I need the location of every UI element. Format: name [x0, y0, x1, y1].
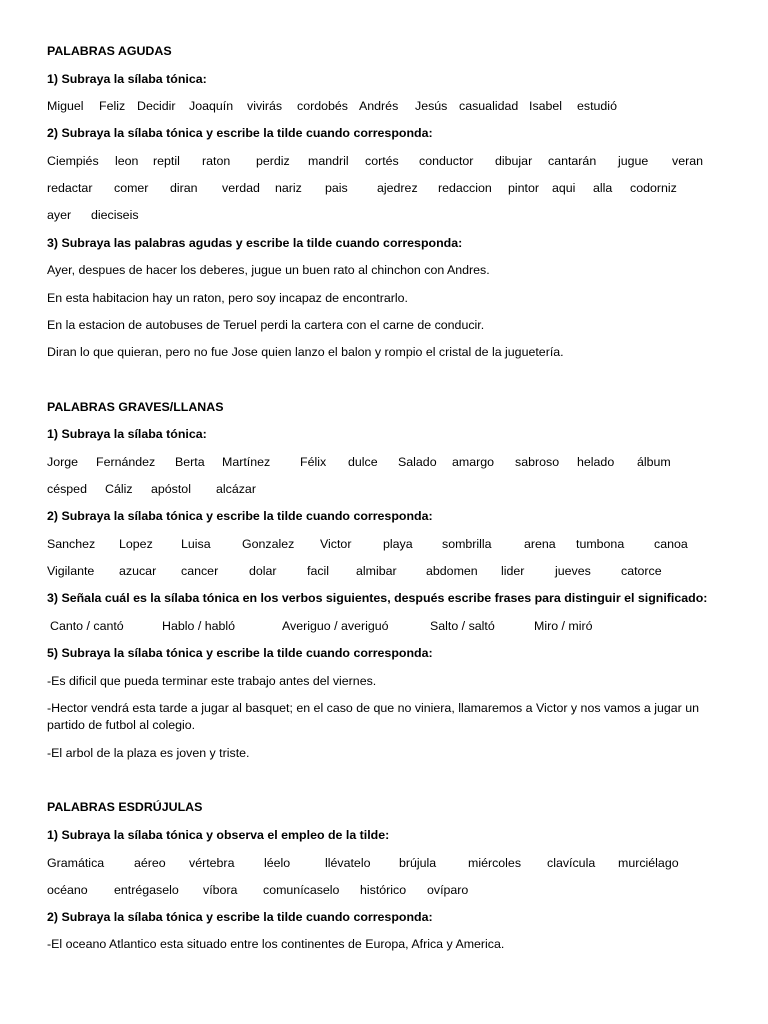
word: cordobés: [297, 99, 348, 113]
word: verdad: [222, 181, 260, 195]
agudas-ex2-heading: 2) Subraya la sílaba tónica y escribe la tilde cuando corresponda:: [47, 126, 433, 140]
word: Berta: [175, 455, 205, 469]
agudas-ex3-sentence-2: En esta habitacion hay un raton, pero soy incapaz de encontrarlo.: [47, 291, 408, 305]
word: murciélago: [618, 856, 679, 870]
agudas-ex3-sentence-3: En la estacion de autobuses de Teruel perdi la cartera con el carne de conducir.: [47, 318, 485, 332]
graves-ex5-sentence-2: -Hector vendrá esta tarde a jugar al basquet; en el caso de que no viniera, llamaremos a Victor y nos vamos a jugar un partido de futbol al colegio.: [47, 701, 700, 732]
word: veran: [672, 154, 703, 168]
word: amargo: [452, 455, 495, 469]
word: reptil: [153, 154, 180, 168]
word: Lopez: [119, 537, 153, 551]
word: lider: [501, 564, 525, 578]
word: ayer: [47, 208, 72, 222]
word: Miguel: [47, 99, 84, 113]
word: álbum: [637, 455, 671, 469]
word: jueves: [555, 564, 591, 578]
agudas-ex3-heading: 3) Subraya las palabras agudas y escribe la tilde cuando corresponda:: [47, 236, 463, 250]
word: clavícula: [547, 856, 596, 870]
word: Andrés: [359, 99, 399, 113]
word: Decidir: [137, 99, 176, 113]
word: redactar: [47, 181, 93, 195]
word: cancer: [181, 564, 219, 578]
word: conductor: [419, 154, 474, 168]
word: dulce: [348, 455, 378, 469]
word: estudió: [577, 99, 617, 113]
word: jugue: [618, 154, 649, 168]
agudas-ex3-sentence-1: Ayer, despues de hacer los deberes, jugue un buen rato al chinchon con Andres.: [47, 263, 490, 277]
word: playa: [383, 537, 413, 551]
word: Félix: [300, 455, 327, 469]
word: vivirás: [247, 99, 283, 113]
word: dolar: [249, 564, 277, 578]
graves-ex5-heading: 5) Subraya la sílaba tónica y escribe la tilde cuando corresponda:: [47, 646, 433, 660]
word: Fernández: [96, 455, 156, 469]
word: leon: [115, 154, 139, 168]
word: Isabel: [529, 99, 563, 113]
word: Joaquín: [189, 99, 234, 113]
word: Luisa: [181, 537, 211, 551]
word: facil: [307, 564, 330, 578]
word: dieciseis: [91, 208, 139, 222]
word: Gramática: [47, 856, 105, 870]
word: catorce: [621, 564, 662, 578]
word: Sanchez: [47, 537, 96, 551]
word: Salado: [398, 455, 437, 469]
verb-pair: Averiguo / averiguó: [282, 619, 389, 633]
word: alcázar: [216, 482, 256, 496]
word: almibar: [356, 564, 397, 578]
verb-pair: Salto / saltó: [430, 619, 495, 633]
word: léelo: [264, 856, 291, 870]
word: perdiz: [256, 154, 290, 168]
word: helado: [577, 455, 615, 469]
verb-pair: Hablo / habló: [162, 619, 236, 633]
word: brújula: [399, 856, 437, 870]
esdrujulas-ex2-heading: 2) Subraya la sílaba tónica y escribe la tilde cuando corresponda:: [47, 910, 433, 924]
word: casualidad: [459, 99, 519, 113]
word: pintor: [508, 181, 539, 195]
word: Cáliz: [105, 482, 133, 496]
word: canoa: [654, 537, 688, 551]
word: azucar: [119, 564, 157, 578]
section-title-graves: PALABRAS GRAVES/LLANAS: [47, 400, 224, 414]
verb-pair: Canto / cantó: [50, 619, 124, 633]
word: sabroso: [515, 455, 560, 469]
word: redaccion: [438, 181, 492, 195]
word: aéreo: [134, 856, 166, 870]
word: comer: [114, 181, 149, 195]
word: miércoles: [468, 856, 522, 870]
word: sombrilla: [442, 537, 492, 551]
word: nariz: [275, 181, 302, 195]
word: aqui: [552, 181, 576, 195]
word: ajedrez: [377, 181, 418, 195]
word: Feliz: [99, 99, 126, 113]
word: cantarán: [548, 154, 597, 168]
word: césped: [47, 482, 87, 496]
section-title-agudas: PALABRAS AGUDAS: [47, 44, 172, 58]
word: vértebra: [189, 856, 235, 870]
word: alla: [593, 181, 613, 195]
word: dibujar: [495, 154, 533, 168]
graves-ex5-sentence-1: -Es dificil que pueda terminar este trabajo antes del viernes.: [47, 674, 377, 688]
word: raton: [202, 154, 231, 168]
word: comunícaselo: [263, 883, 340, 897]
word: ovíparo: [427, 883, 469, 897]
word: histórico: [360, 883, 407, 897]
word: océano: [47, 883, 88, 897]
agudas-ex1-heading: 1) Subraya la sílaba tónica:: [47, 72, 207, 86]
graves-ex3-heading: 3) Señala cuál es la sílaba tónica en los verbos siguientes, después escribe frases para distinguir el significado:: [47, 591, 708, 605]
word: Gonzalez: [242, 537, 295, 551]
word: entrégaselo: [114, 883, 179, 897]
word: Ciempiés: [47, 154, 99, 168]
verb-pair: Miro / miró: [534, 619, 593, 633]
word: víbora: [203, 883, 238, 897]
word: tumbona: [576, 537, 625, 551]
word: Martínez: [222, 455, 271, 469]
word: Jesús: [415, 99, 448, 113]
section-title-esdrujulas: PALABRAS ESDRÚJULAS: [47, 800, 203, 814]
esdrujulas-ex2-sentence-1: -El oceano Atlantico esta situado entre los continentes de Europa, Africa y America.: [47, 937, 505, 951]
word: arena: [524, 537, 556, 551]
graves-ex1-heading: 1) Subraya la sílaba tónica:: [47, 427, 207, 441]
word: cortés: [365, 154, 399, 168]
word: Vigilante: [47, 564, 95, 578]
word: apóstol: [151, 482, 191, 496]
word: pais: [325, 181, 348, 195]
word: Jorge: [47, 455, 78, 469]
word: abdomen: [426, 564, 478, 578]
word: llévatelo: [325, 856, 371, 870]
agudas-ex3-sentence-4: Diran lo que quieran, pero no fue Jose quien lanzo el balon y rompio el cristal de la juguetería.: [47, 345, 564, 359]
word: codorniz: [630, 181, 677, 195]
graves-ex2-heading: 2) Subraya la sílaba tónica y escribe la tilde cuando corresponda:: [47, 509, 433, 523]
esdrujulas-ex1-heading: 1) Subraya la sílaba tónica y observa el empleo de la tilde:: [47, 828, 390, 842]
word: diran: [170, 181, 198, 195]
graves-ex5-sentence-3: -El arbol de la plaza es joven y triste.: [47, 746, 250, 760]
word: Victor: [320, 537, 352, 551]
word: mandril: [308, 154, 349, 168]
